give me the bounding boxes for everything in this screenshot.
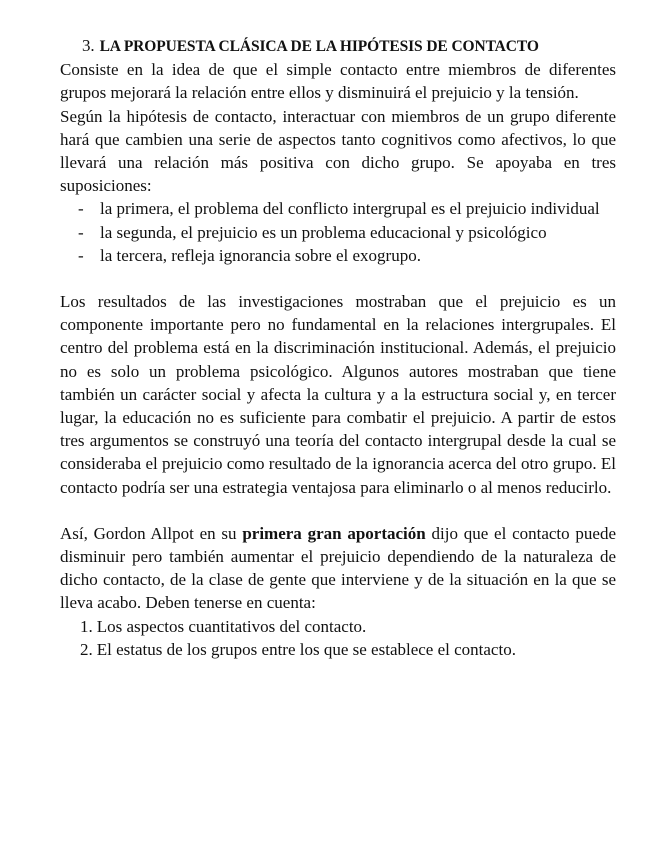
list-item: [60, 221, 616, 244]
list-dash: -: [78, 222, 84, 242]
paragraph-spacer: [60, 499, 616, 522]
assumptions-list: [60, 197, 616, 267]
list-item: [60, 244, 616, 267]
factors-list: [60, 615, 616, 661]
section-heading: [60, 34, 616, 58]
list-dash: -: [78, 199, 84, 219]
list-item-text: la tercera, refleja ignorancia sobre el exogrupo.: [100, 245, 421, 265]
paragraph-allport: [60, 522, 616, 615]
list-item: [60, 638, 616, 661]
document-page: [60, 34, 616, 661]
paragraph-results: Los resultados de las investigaciones mostraban que el prejuicio es un componente importante pero no fundamental en la relaciones intergrupales. El centro del problema está en la discriminación institucional. Además, el prejuicio no es solo un problema psicológico. Algunos autores mostraban que tiene también un carácter social y afecta la cultura y a la estructura social y, en tercer lugar, la educación no es suficiente para combatir el prejuicio. A partir de estos tres argumentos se construyó una teoría del contacto intergrupal desde la cual se consideraba el prejuicio como resultado de la ignorancia acerca del otro grupo. El contacto podría ser una estrategia ventajosa para eliminarlo o al menos reducirlo.: [60, 292, 616, 497]
list-dash: -: [78, 245, 84, 265]
list-number: 1.: [80, 616, 93, 636]
list-item: [60, 197, 616, 220]
list-number: 2.: [80, 639, 93, 659]
list-item-text: la primera, el problema del conflicto intergrupal es el prejuicio individual: [100, 199, 600, 219]
allport-text-before: Así, Gordon Allpot en su: [60, 523, 243, 543]
list-item: [60, 615, 616, 638]
paragraph-hypothesis: Según la hipótesis de contacto, interactuar con miembros de un grupo diferente hará que cambien una serie de aspectos tanto cognitivos como afectivos, lo que llevará una relación más positiva con dicho grupo. Se apoyaba en tres suposiciones:: [60, 106, 616, 196]
allport-bold-phrase: primera gran aportación: [242, 523, 426, 543]
list-item-text: El estatus de los grupos entre los que se establece el contacto.: [96, 639, 516, 659]
list-item-text: la segunda, el prejuicio es un problema educacional y psicológico: [100, 222, 547, 242]
section-number: 3.: [82, 36, 95, 55]
section-title: LA PROPUESTA CLÁSICA DE LA HIPÓTESIS DE CONTACTO: [99, 38, 539, 55]
paragraph-spacer: [60, 267, 616, 290]
allport-text-after: dijo que el contacto puede disminuir pero también aumentar el prejuicio dependiendo de la naturaleza de dicho contacto, de la clase de gente que interviene y de la situación en la que se lleva acabo. Deben tenerse en cuenta:: [60, 523, 617, 613]
list-item-text: Los aspectos cuantitativos del contacto.: [96, 616, 367, 636]
paragraph-definition: Consiste en la idea de que el simple contacto entre miembros de diferentes grupos mejorará la relación entre ellos y disminuirá el prejuicio y la tensión.: [60, 60, 616, 103]
